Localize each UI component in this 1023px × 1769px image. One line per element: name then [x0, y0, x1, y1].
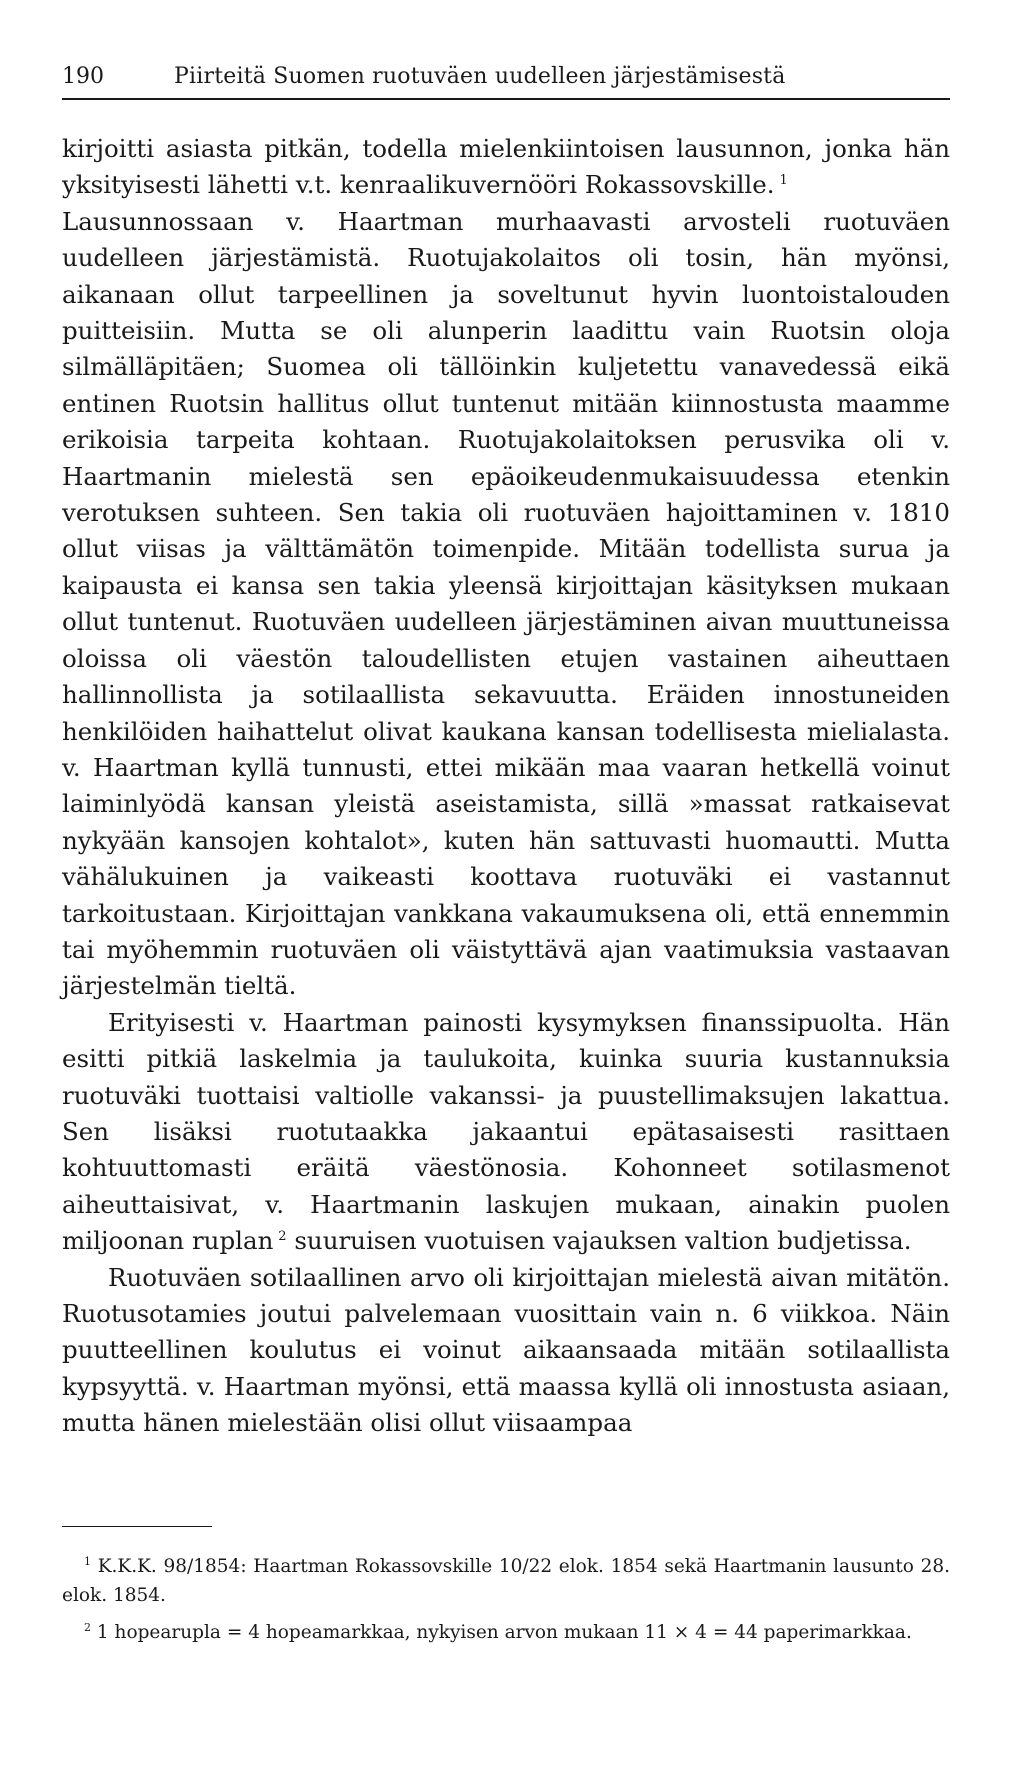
paragraph [62, 204, 950, 1005]
footnotes [62, 1552, 950, 1655]
paragraph-text: Lausunnossaan v. Haartman murhaavasti arvosteli ruotuväen uudelleen järjestämistä. Ruotujakolaitos oli tosin, hän myönsi, aikanaan ollut tarpeellinen ja soveltunut hyvin luontoistalouden puitteisiin. Mutta se oli alunperin laadittu vain Ruotsin oloja silmälläpitäen; Suomea oli tällöinkin kuljetettu vanavedessä eikä entinen Ruotsin hallitus ollut tuntenut mitään kiinnostusta maamme erikoisia tarpeita kohtaan. Ruotujakolaitoksen perusvika oli v. Haartmanin mielestä sen epäoikeudenmukaisuudessa etenkin verotuksen suhteen. Sen takia oli ruotuväen hajoittaminen v. 1810 ollut viisas ja välttämätön toimenpide. Mitään todellista surua ja kaipausta ei kansa sen takia yleensä kirjoittajan käsityksen mukaan ollut tuntenut. Ruotuväen uudelleen järjestäminen aivan muuttuneissa oloissa oli väestön taloudellisten etujen vastainen aiheuttaen hallinnollista ja sotilaallista sekavuutta. Eräiden innostuneiden henkilöiden haihattelut olivat kaukana kansan todellisesta mielialasta. v. Haartman kyllä tunnusti, ettei mikään maa vaaran hetkellä voinut laiminlyödä kansan yleistä aseistamista, sillä »massat ratkaisevat nykyään kansojen kohtalot», kuten hän sattuvasti huomautti. Mutta vähälukuinen ja vaikeasti koottava ruotuväki ei vastannut tarkoitustaan. Kirjoittajan vankkana vakaumuksena oli, että ennemmin tai myöhemmin ruotuväen oli väistyttävä ajan vaatimuksia vastaavan järjestelmän tieltä. [62, 206, 950, 1001]
page-header [62, 64, 950, 100]
footnote-separator [62, 1526, 212, 1527]
paragraph-text: Erityisesti v. Haartman painosti kysymyksen finanssipuolta. Hän esitti pitkiä laskelmia ja taulukoita, kuinka suuria kustannuksia ruotuväki tuottaisi valtiolle vakanssi- ja puustellimaksujen lakattua. Sen lisäksi ruotutaakka jakaantui epätasaisesti rasittaen kohtuuttomasti eräitä väestönosia. Kohonneet sotilasmenot aiheuttaisivat, v. Haartmanin laskujen mukaan, ainakin puolen miljoonan ruplan [62, 1007, 950, 1256]
paragraph-text-continued: suuruisen vuotuisen vajauksen valtion budjetissa. [294, 1226, 912, 1256]
footnote-reference: 1 [779, 173, 788, 189]
paragraph [62, 1005, 950, 1260]
footnote-text: K.K.K. 98/1854: Haartman Rokassovskille 10/22 elok. 1854 sekä Haartmanin lausunto 28. elok. 1854. [62, 1556, 950, 1606]
paragraph-text: kirjoitti asiasta pitkän, todella mielenkiintoisen lausunnon, jonka hän yksityisesti lähetti v.t. kenraalikuvernööri Rokassovskille. [62, 134, 950, 200]
paragraph [62, 131, 950, 204]
running-title: Piirteitä Suomen ruotuväen uudelleen järjestämisestä [174, 64, 786, 89]
paragraph-text: Ruotuväen sotilaallinen arvo oli kirjoittajan mielestä aivan mitätön. Ruotusotamies joutui palvelemaan vuosittain vain n. 6 viikkoa. Näin puutteellinen koulutus ei voinut aikaansaada mitään sotilaallista kypsyyttä. v. Haartman myönsi, että maassa kyllä oli innostusta asiaan, mutta hänen mielestään olisi ollut viisaampaa [62, 1262, 950, 1438]
footnote-marker: 1 [84, 1555, 91, 1568]
footnote-reference: 2 [278, 1229, 287, 1245]
footnote [62, 1618, 950, 1647]
main-text [62, 131, 950, 1442]
footnote-marker: 2 [84, 1621, 91, 1634]
page-number: 190 [62, 64, 104, 89]
book-page [62, 64, 950, 1643]
footnote [62, 1552, 950, 1610]
footnote-text: 1 hopearupla = 4 hopeamarkkaa, nykyisen arvon mukaan 11 × 4 = 44 paperimarkkaa. [96, 1622, 912, 1643]
paragraph [62, 1260, 950, 1442]
